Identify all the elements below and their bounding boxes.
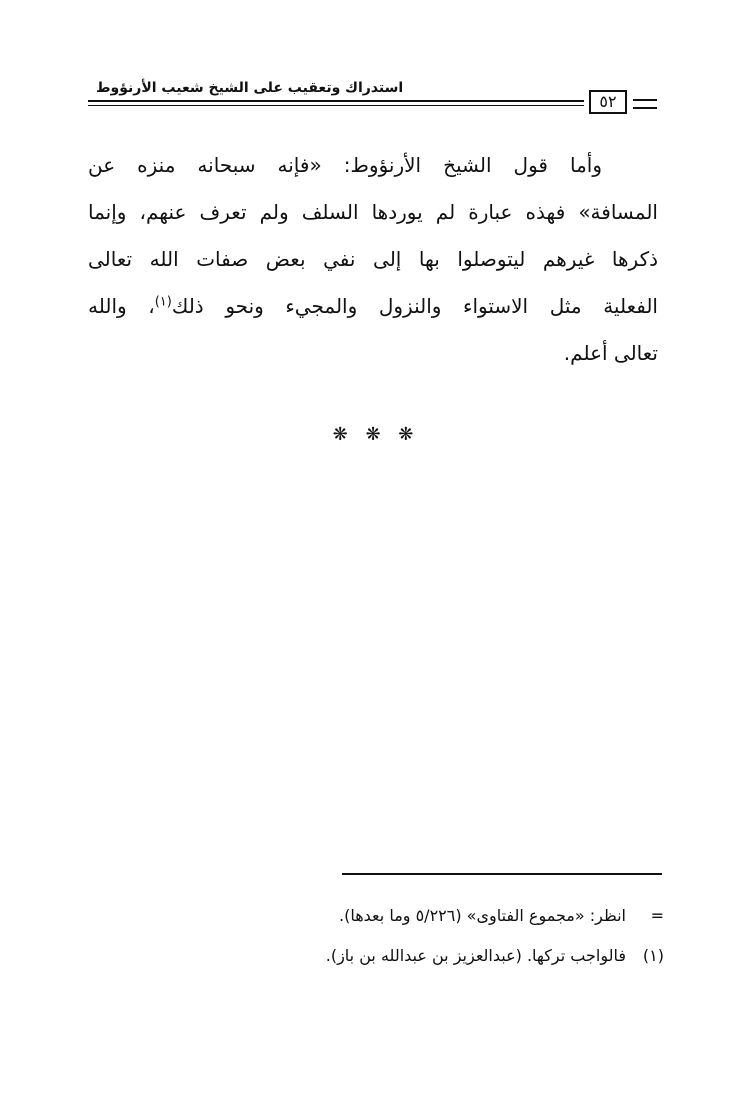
running-header-title: استدراك وتعقيب على الشيخ شعيب الأرنؤوط <box>96 80 404 96</box>
body-line-4 <box>88 283 658 330</box>
body-line-1: وأما قول الشيخ الأرنؤوط: «فإنه سبحانه منزه عن <box>88 153 602 177</box>
body-line-4-tail: ، والله <box>88 294 155 318</box>
page-number-equals-marks <box>633 99 657 115</box>
footnote-1 <box>234 946 664 965</box>
body-paragraph <box>88 142 658 377</box>
footnote-reference[interactable]: (١) <box>154 294 172 310</box>
body-line-5: تعالى أعلم. <box>563 341 658 365</box>
footnote-mark: (١) <box>642 946 664 965</box>
body-line-3: ذكرها غيرهم ليتوصلوا بها إلى نفي بعض صفات الله تعالى <box>88 247 658 271</box>
body-line-4-text: الفعلية مثل الاستواء والنزول والمجيء ونحو ذلك <box>171 294 658 318</box>
header-double-rule <box>88 100 584 106</box>
footnote-rule <box>342 873 662 875</box>
footnote-text: فالواجب تركها. (عبدالعزيز بن عبدالله بن باز). <box>325 946 626 965</box>
footnote-text: انظر: «مجموع الفتاوى» (٥/٢٢٦ وما بعدها). <box>339 906 626 925</box>
footnote-continuation <box>234 906 664 925</box>
page-number-box: ٥٢ <box>589 90 627 114</box>
footnote-mark: = <box>650 906 664 925</box>
body-line-2: المسافة» فهذه عبارة لم يوردها السلف ولم تعرف عنهم، وإنما <box>88 200 658 224</box>
section-separator: ❋ ❋ ❋ <box>332 424 420 445</box>
